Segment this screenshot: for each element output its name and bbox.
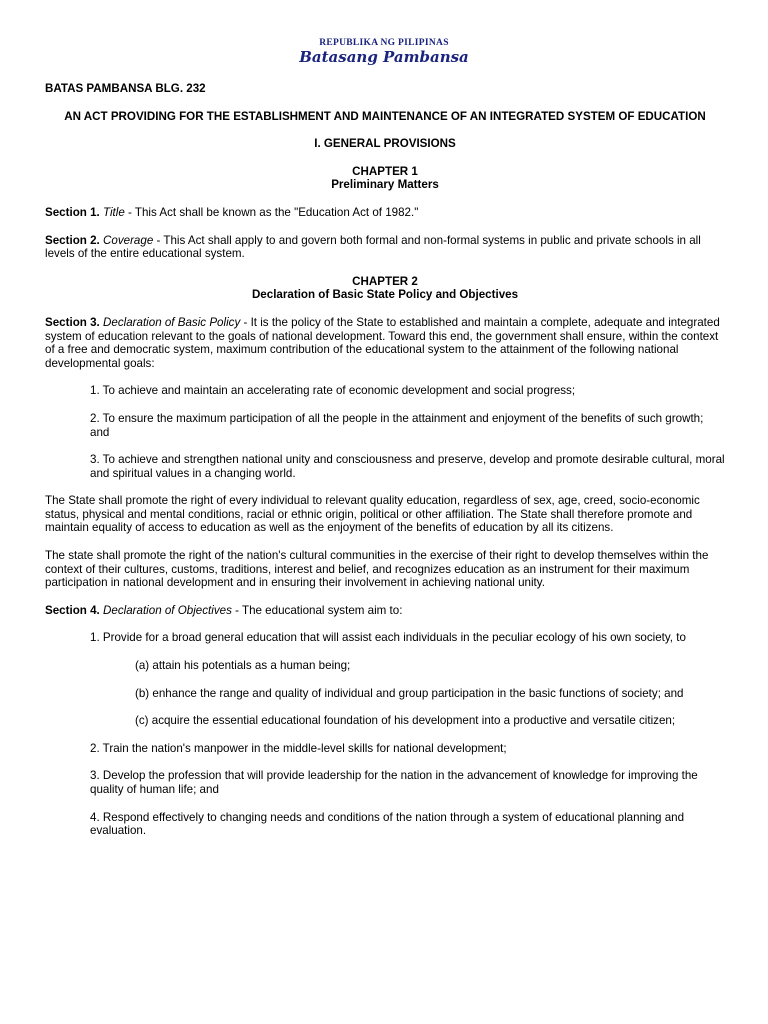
letterhead-republic: REPUBLIKA NG PILIPINAS: [319, 38, 449, 48]
letterhead: [0, 38, 768, 65]
section3-goal-2: 2. To ensure the maximum participation of all the people in the attainment and enjoyment of the benefits of such growth; and: [90, 411, 704, 439]
section1-text: - This Act shall be known as the "Education Act of 1982.": [124, 205, 419, 219]
section4-subitem-a: (a) attain his potentials as a human being;: [135, 659, 351, 673]
letterhead-body: Batasang Pambansa: [299, 48, 469, 66]
section4-subitem-c: (c) acquire the essential educational foundation of his development into a productive and versatile citizen;: [135, 714, 676, 728]
document-body: [45, 82, 725, 838]
section3-goal-3: 3. To achieve and strengthen national unity and consciousness and preserve, develop and promote desirable cultural, moral and spiritual values in a changing world.: [90, 453, 725, 480]
section3-paragraph-2: The state shall promote the right of the nation's cultural communities in the exercise of their right to develop themselves within the context of their cultures, customs, traditions, interest and belief, and recognizes education as an instrument for their maximum participation in national development and in ensuring their involvement in achieving national unity.: [45, 549, 709, 590]
section3: [45, 316, 725, 370]
section2-heading: Coverage: [103, 233, 154, 247]
chapter2-title: Declaration of Basic State Policy and Objectives: [251, 288, 519, 302]
part-title: I. GENERAL PROVISIONS: [314, 137, 456, 151]
section1: [45, 206, 725, 220]
section4-item-1: 1. Provide for a broad general education that will assist each individuals in the peculiar ecology of his own society, to: [90, 631, 686, 645]
section4-item-2: 2. Train the nation's manpower in the middle-level skills for national development;: [90, 741, 507, 755]
section3-heading: Declaration of Basic Policy: [103, 315, 241, 329]
section3-goal-1: 1. To achieve and maintain an accelerating rate of economic development and social progress;: [90, 384, 576, 398]
section4-item-3: 3. Develop the profession that will provide leadership for the nation in the advancement of knowledge for improving the quality of human life; and: [90, 769, 698, 796]
section3-label: Section 3.: [45, 315, 100, 329]
section2: [45, 234, 725, 261]
section4-item-4: 4. Respond effectively to changing needs and conditions of the nation through a system of educational planning and evaluation.: [90, 810, 685, 838]
section2-label: Section 2.: [45, 233, 100, 247]
law-number: BATAS PAMBANSA BLG. 232: [45, 82, 206, 95]
section4-subitem-b: (b) enhance the range and quality of individual and group participation in the basic functions of society; and: [135, 686, 684, 700]
section1-heading: Title: [103, 205, 125, 219]
section4-text: - The educational system aim to:: [231, 603, 403, 617]
section1-label: Section 1.: [45, 205, 100, 219]
section4: [45, 604, 725, 618]
section4-heading: Declaration of Objectives: [103, 603, 232, 617]
section2-text: - This Act shall apply to and govern both formal and non-formal systems in public and private schools in all levels of the entire educational system.: [45, 233, 701, 261]
section4-label: Section 4.: [45, 603, 100, 617]
chapter1-number: CHAPTER 1: [352, 164, 418, 178]
chapter2-number: CHAPTER 2: [352, 274, 418, 288]
chapter1-title: Preliminary Matters: [331, 178, 439, 192]
section3-text: - It is the policy of the State to established and maintain a complete, adequate and integrated system of education relevant to the goals of national development. Toward this end, the government shall ensure, within the context of a free and democratic system, maximum contribution of the educational system to the attainment of the following national developmental goals:: [45, 315, 720, 370]
act-title: AN ACT PROVIDING FOR THE ESTABLISHMENT AND MAINTENANCE OF AN INTEGRATED SYSTEM OF EDUCATION: [64, 109, 706, 123]
section3-paragraph-1: The State shall promote the right of every individual to relevant quality education, regardless of sex, age, creed, socio-economic status, physical and mental conditions, racial or ethnic origin, political or other affiliation. The State shall therefore promote and maintain equality of access to education as well as the enjoyment of the benefits of education by all its citizens.: [45, 494, 700, 535]
